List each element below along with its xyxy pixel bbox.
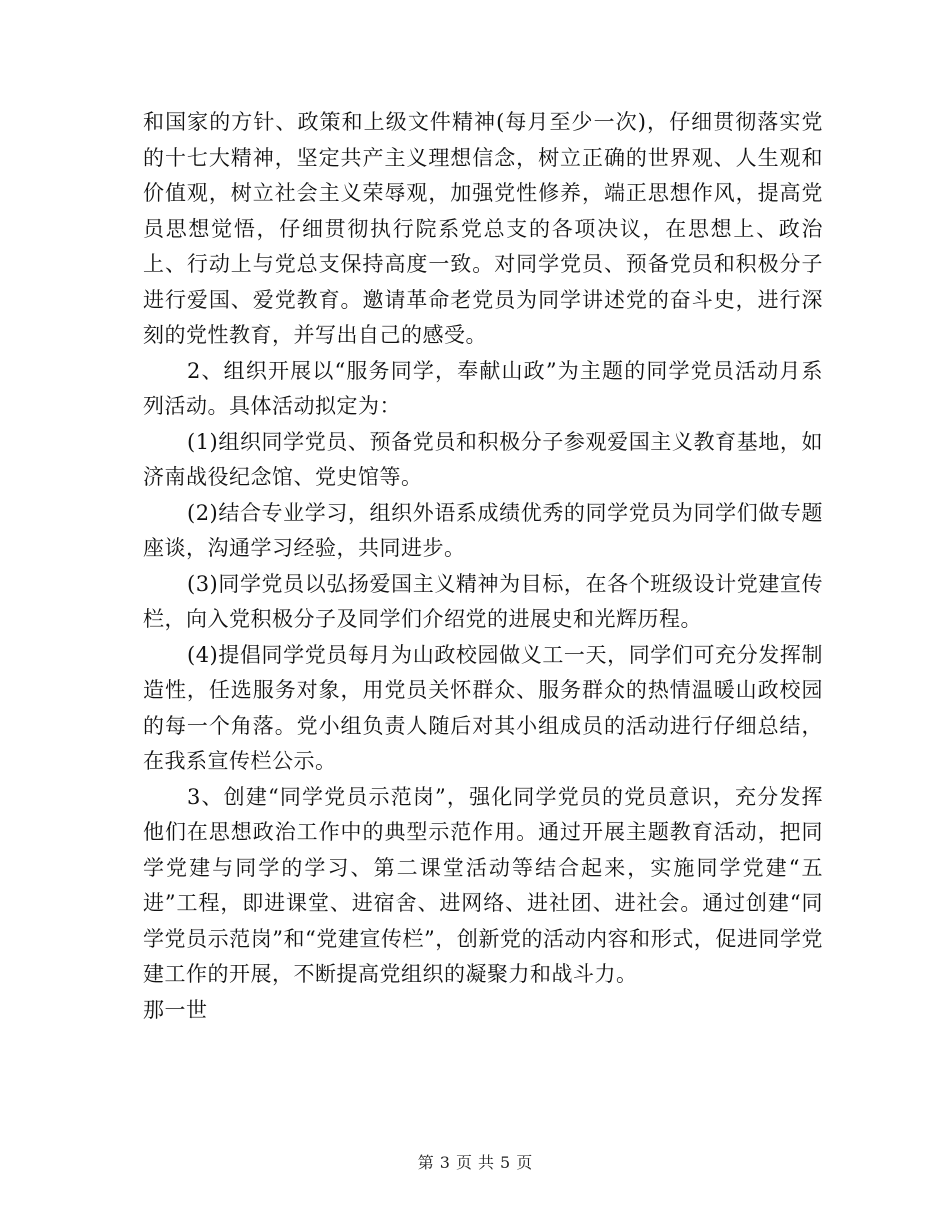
paragraph-subitem-3: (3)同学党员以弘扬爱国主义精神为目标，在各个班级设计党建宣传栏，向入党积极分子及同学们介绍党的进展史和光辉历程。 — [143, 571, 823, 631]
footer-page-unit: 页 — [455, 1153, 472, 1172]
footer-current-page: 3 — [439, 1153, 450, 1172]
paragraph-intro: 和国家的方针、政策和上级文件精神(每月至少一次)，仔细贯彻落实党的十七大精神，坚定共产主义理想信念，树立正确的世界观、人生观和价值观，树立社会主义荣辱观，加强党性修养，端正思想作风，提高党员思想觉悟，仔细贯彻执行院系党总支的各项决议，在思想上、政治上、行动上与党总支保持高度一致。对同学党员、预备党员和积极分子进行爱国、爱党教育。邀请革命老党员为同学讲述党的奋斗史，进行深刻的党性教育，并写出自己的感受。 — [143, 110, 823, 347]
footer-total-unit: 页 — [516, 1153, 533, 1172]
paragraph-item-3: 3、创建“同学党员示范岗”，强化同学党员的党员意识，充分发挥他们在思想政治工作中的典型示范作用。通过开展主题教育活动，把同学党建与同学的学习、第二课堂活动等结合起来，实施同学党建“五进”工程，即进课堂、进宿舍、进网络、进社团、进社会。通过创建“同学党员示范岗”和“党建宣传栏”，创新党的活动内容和形式，促进同学党建工作的开展，不断提高党组织的凝聚力和战斗力。 — [143, 784, 823, 986]
footer-total-label: 共 — [478, 1153, 495, 1172]
footer-total-pages: 5 — [500, 1153, 511, 1172]
paragraph-subitem-1: (1)组织同学党员、预备党员和积极分子参观爱国主义教育基地，如济南战役纪念馆、党史馆等。 — [143, 429, 823, 489]
footer-page-label: 第 — [417, 1153, 434, 1172]
paragraph-subitem-2: (2)结合专业学习，组织外语系成绩优秀的同学党员为同学们做专题座谈，沟通学习经验，共同进步。 — [143, 500, 823, 560]
page-footer — [0, 1153, 950, 1173]
paragraph-subitem-4: (4)提倡同学党员每月为山政校园做义工一天，同学们可充分发挥制造性，任选服务对象，用党员关怀群众、服务群众的热情温暖山政校园的每一个角落。党小组负责人随后对其小组成员的活动进行仔细总结，在我系宣传栏公示。 — [143, 642, 823, 773]
paragraph-item-2: 2、组织开展以“服务同学，奉献山政”为主题的同学党员活动月系列活动。具体活动拟定为： — [143, 358, 823, 418]
paragraph-closing: 那一世 — [143, 997, 208, 1022]
document-body — [143, 105, 823, 1028]
